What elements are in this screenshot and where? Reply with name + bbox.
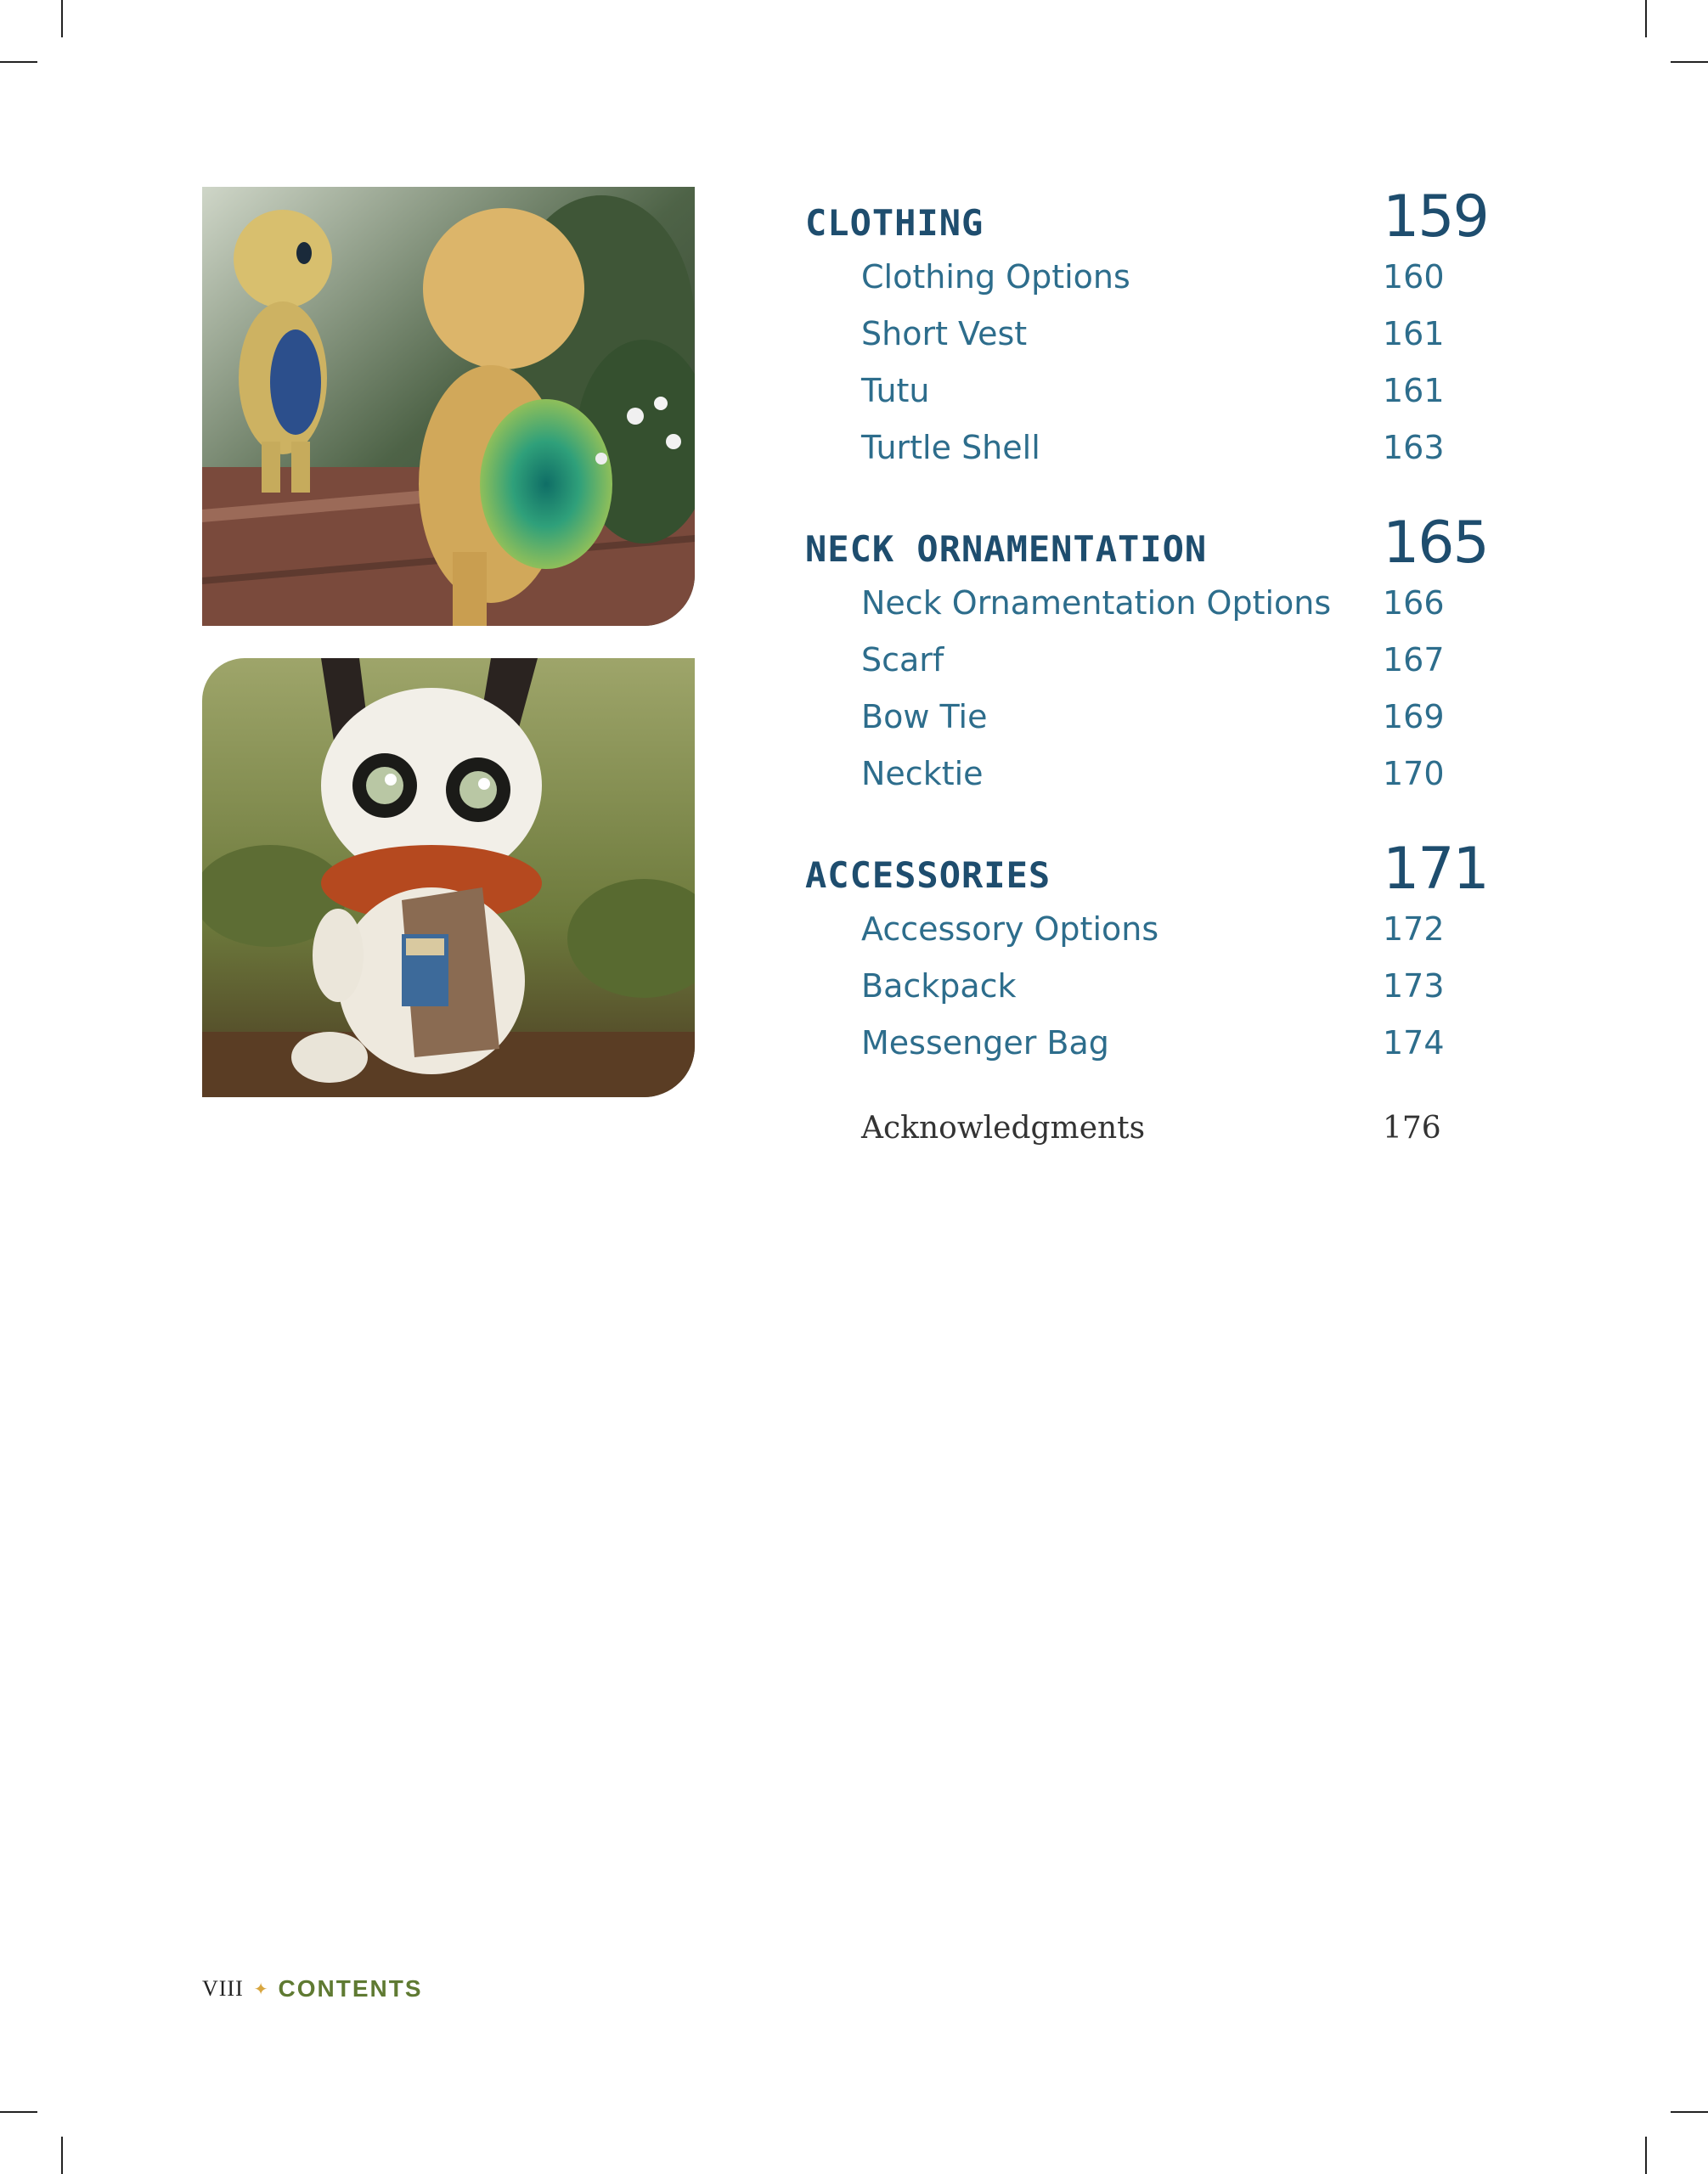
entry-page-number: 167 [1383, 640, 1445, 679]
section-heading[interactable] [805, 831, 1488, 903]
separator-icon: ✦ [253, 1980, 268, 1999]
crop-mark [1645, 2137, 1647, 2174]
section-heading[interactable] [805, 178, 1488, 251]
toc-entry[interactable] [805, 419, 1468, 476]
toc-entry[interactable] [805, 631, 1468, 688]
entry-page-number: 173 [1383, 966, 1445, 1005]
toc-entry[interactable] [805, 574, 1468, 631]
entry-title: Short Vest [861, 314, 1028, 352]
toc-entry[interactable] [805, 957, 1468, 1014]
entry-page-number: 160 [1383, 257, 1445, 296]
section-heading[interactable] [805, 504, 1488, 577]
entry-title: Accessory Options [861, 910, 1159, 948]
entry-title: Bow Tie [861, 697, 988, 735]
creature-with-bag-photo [202, 658, 695, 1097]
turtle-dolls-photo [202, 187, 695, 626]
entry-page-number: 176 [1383, 1111, 1441, 1146]
crop-mark [0, 61, 37, 63]
section-page-number: 171 [1383, 836, 1488, 903]
section-title: CLOTHING [805, 202, 984, 244]
page-footer [202, 1975, 423, 2002]
entry-title: Scarf [861, 640, 944, 679]
entry-title: Necktie [861, 754, 984, 792]
page-folio: VIII [202, 1976, 244, 2001]
section-page-number: 159 [1383, 183, 1488, 251]
toc-section-accessories [805, 831, 1488, 1071]
entry-title: Clothing Options [861, 257, 1130, 296]
toc-entry[interactable] [805, 688, 1468, 745]
toc-entry[interactable] [805, 1014, 1468, 1071]
section-title: ACCESSORIES [805, 854, 1051, 896]
entry-title: Messenger Bag [861, 1023, 1109, 1062]
toc-entry[interactable] [805, 362, 1468, 419]
toc-entry[interactable] [805, 248, 1468, 305]
entry-page-number: 166 [1383, 583, 1445, 622]
crop-mark [61, 0, 63, 37]
entry-page-number: 161 [1383, 314, 1445, 352]
table-of-contents [805, 178, 1488, 1157]
toc-entry[interactable] [805, 745, 1468, 802]
crop-mark [1671, 2111, 1708, 2113]
section-title: NECK ORNAMENTATION [805, 528, 1208, 570]
section-page-number: 165 [1383, 510, 1488, 577]
entry-title: Tutu [861, 371, 930, 409]
crop-mark [61, 2137, 63, 2174]
toc-entry[interactable] [805, 900, 1468, 957]
toc-entry-acknowledgments[interactable] [805, 1100, 1468, 1157]
entry-page-number: 174 [1383, 1023, 1445, 1062]
entry-title: Neck Ornamentation Options [861, 583, 1332, 622]
entry-title: Backpack [861, 966, 1017, 1005]
crop-mark [0, 2111, 37, 2113]
entry-title: Turtle Shell [861, 428, 1040, 466]
entry-page-number: 163 [1383, 428, 1445, 466]
toc-entry[interactable] [805, 305, 1468, 362]
entry-page-number: 161 [1383, 371, 1445, 409]
crop-mark [1645, 0, 1647, 37]
running-head: CONTENTS [278, 1975, 423, 2002]
entry-page-number: 172 [1383, 910, 1445, 948]
toc-section-neck-ornamentation [805, 504, 1488, 802]
crop-mark [1671, 61, 1708, 63]
entry-page-number: 169 [1383, 697, 1445, 735]
entry-title: Acknowledgments [861, 1111, 1146, 1146]
toc-section-clothing [805, 178, 1488, 476]
entry-page-number: 170 [1383, 754, 1445, 792]
